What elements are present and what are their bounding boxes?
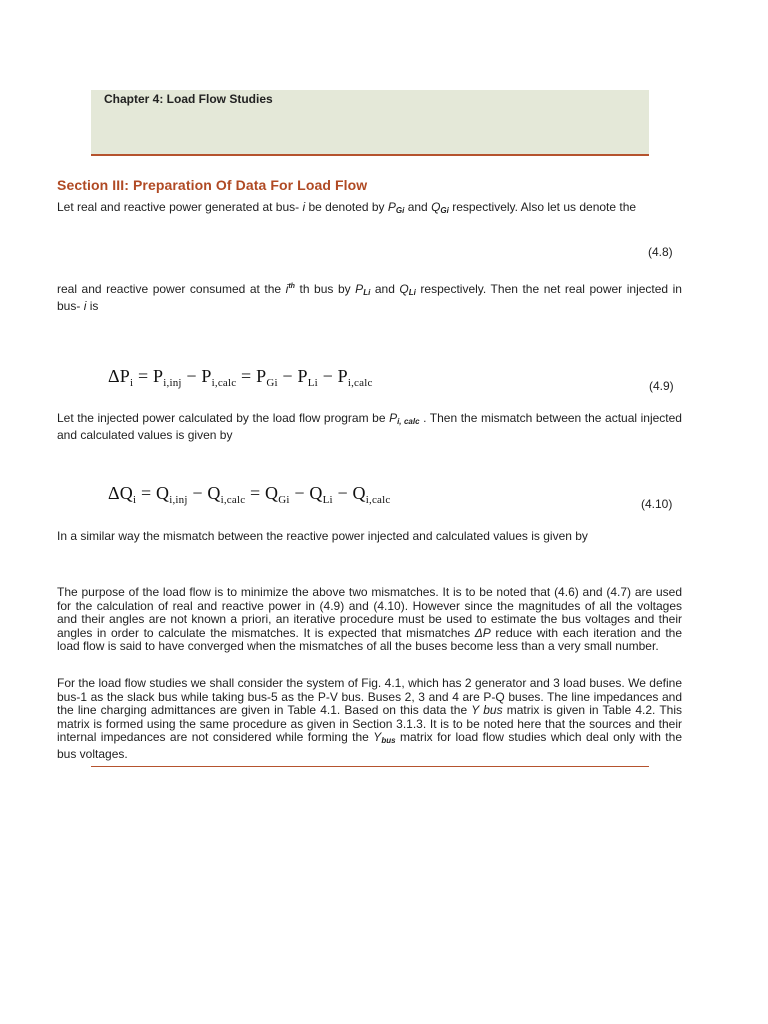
chapter-title: Chapter 4: Load Flow Studies [104, 92, 273, 106]
equation-number-4-10: (4.10) [641, 497, 673, 511]
paragraph-consumed-power: real and reactive power consumed at the $i^{th}$ th bus by $P_{Li}$ and $Q_{Li}$ respectively. Then the net real power injected in bus- i is [57, 282, 682, 313]
paragraph-load-flow-purpose: The purpose of the load flow is to minimize the above two mismatches. It is to be noted that (4.6) and (4.7) are used for the calculation of real and reactive power in (4.9) and (4.10). However since the magnitudes of all the voltages and their angles are not known a priori, an iterative procedure must be used to estimate the bus voltages and their angles in order to calculate the mismatches. It is expected that mismatches ΔP reduce with each iteration and the load flow is said to have converged when the mismatches of all the buses become less than a very small number. [57, 585, 682, 654]
equation-number-4-8: (4.8) [648, 245, 673, 259]
equation-4-9: $\Delta P_i = P_{i,inj} - P_{i,calc} = P_{Gi} - P_{Li} - P_{i,calc}$ [108, 366, 373, 389]
section-divider [91, 766, 649, 767]
paragraph-generated-power: Let real and reactive power generated at bus- i be denoted by $P_{Gi}$ and $Q_{Gi}$ respectively. Also let us denote the [57, 200, 637, 215]
section-title: Section III: Preparation Of Data For Load Flow [57, 177, 368, 193]
paragraph-reactive-mismatch: In a similar way the mismatch between the reactive power injected and calculated values is given by [57, 529, 588, 543]
equation-number-4-9: (4.9) [649, 379, 674, 393]
paragraph-injected-power: Let the injected power calculated by the load flow program be $P_{i, calc}$ . Then the mismatch between the actual injected and calculated values is given by [57, 411, 682, 442]
equation-4-10: $\Delta Q_i = Q_{i,inj} - Q_{i,calc} = Q_{Gi} - Q_{Li} - Q_{i,calc}$ [108, 483, 391, 506]
paragraph-system-description: For the load flow studies we shall consider the system of Fig. 4.1, which has 2 generator and 3 load buses. We define bus-1 as the slack bus while taking bus-5 as the P-V bus. Buses 2, 3 and 4 are P-Q buses. The line impedances and the line charging admittances are given in Table 4.1. Based on this data the Y bus matrix is given in Table 4.2. This matrix is formed using the same procedure as given in Section 3.1.3. It is to be noted here that the sources and their internal impedances are not considered while forming the $Y_{bus}$ matrix for load flow studies which deal only with the bus voltages. [57, 676, 682, 761]
chapter-header [91, 90, 649, 156]
